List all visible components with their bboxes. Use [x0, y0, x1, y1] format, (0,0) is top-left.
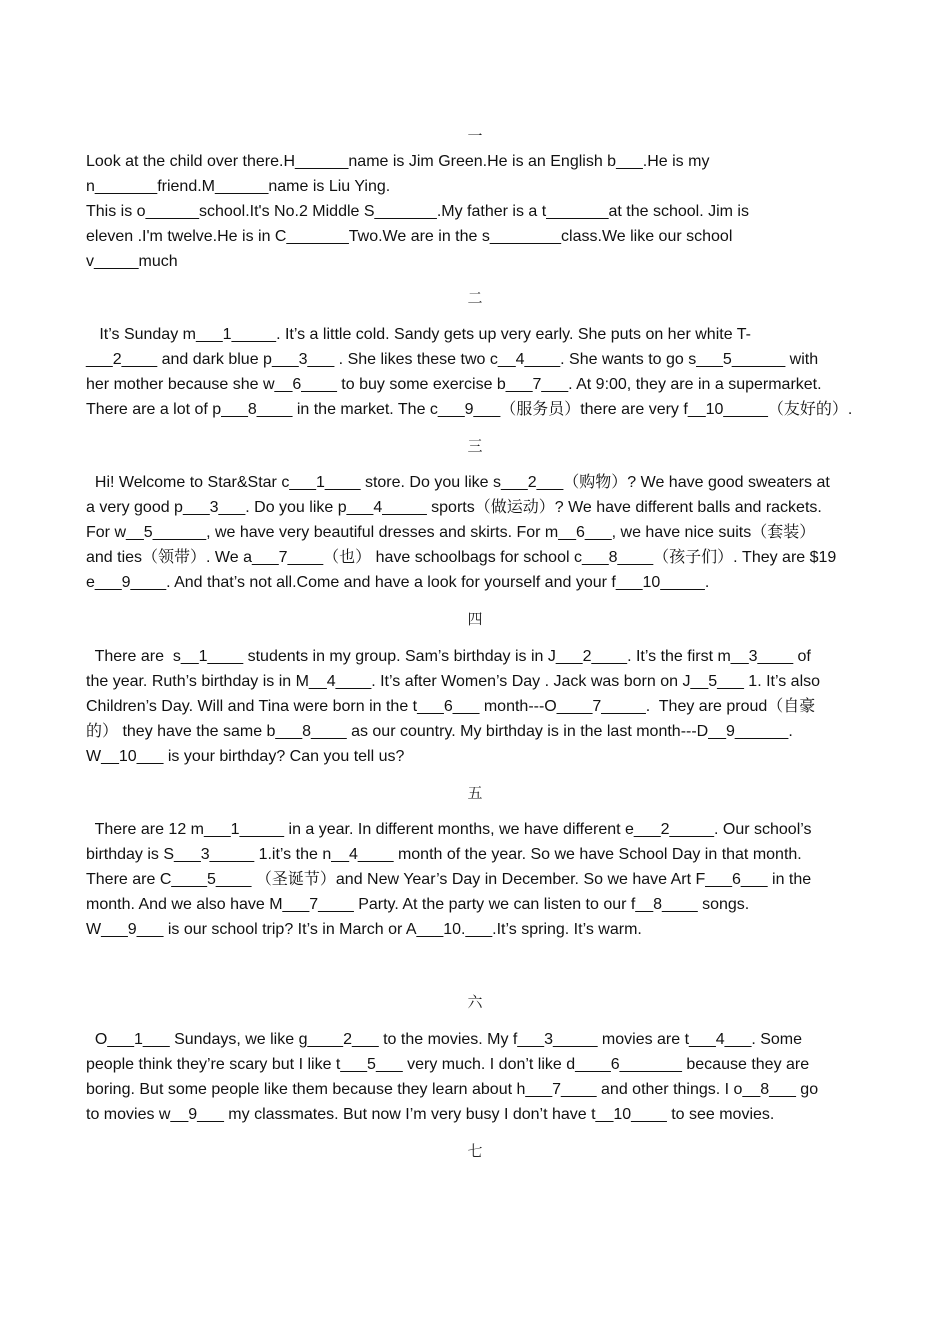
section-5-heading: 五	[467, 784, 483, 802]
section-4-line-3: Children’s Day. Will and Tina were born in the t___6___ month---O____7_____. They are proud（自豪	[86, 698, 816, 715]
section-5-line-5: W___9___ is our school trip? It’s in March or A___10.___.It’s spring. It’s warm.	[86, 921, 642, 938]
section-3-line-1: Hi! Welcome to Star&Star c___1____ store. Do you like s___2___（购物）? We have good sweaters at	[86, 474, 830, 491]
section-4-line-1: There are s__1____ students in my group. Sam’s birthday is in J___2____. It’s the first m__3____ of	[86, 648, 811, 665]
section-3-line-4: and ties（领带）. We a___7____（也） have schoolbags for school c___8____（孩子们）. They are $19	[86, 549, 837, 566]
section-2-line-1: It’s Sunday m___1_____. It’s a little cold. Sandy gets up very early. She puts on her white T-	[86, 326, 751, 343]
section-1-line-3: This is o______school.It's No.2 Middle S_______.My father is a t_______at the school. Jim is	[86, 203, 749, 220]
section-6-line-4: to movies w__9___ my classmates. But now I’m very busy I don’t have t__10____ to see movies.	[86, 1106, 775, 1123]
section-1-line-2: n_______friend.M______name is Liu Ying.	[86, 178, 391, 195]
section-1-line-1: Look at the child over there.H______name is Jim Green.He is an English b___.He is my	[86, 153, 710, 170]
section-7-heading: 七	[467, 1142, 483, 1160]
section-2-heading: 二	[467, 289, 483, 307]
section-2-line-3: her mother because she w__6____ to buy some exercise b___7___. At 9:00, they are in a supermarket.	[86, 376, 822, 393]
section-3-heading: 三	[467, 437, 483, 455]
section-1-line-4: eleven .I'm twelve.He is in C_______Two.We are in the s________class.We like our school	[86, 228, 733, 245]
section-5-line-3: There are C____5____ （圣诞节）and New Year’s Day in December. So we have Art F___6___ in the	[86, 871, 812, 888]
section-4-line-5: W__10___ is your birthday? Can you tell us?	[86, 748, 405, 765]
section-2-line-4: There are a lot of p___8____ in the market. The c___9___（服务员）there are very f__10_____（友好的）.	[86, 401, 853, 418]
section-5-line-1: There are 12 m___1_____ in a year. In different months, we have different e___2_____. Our school’s	[86, 821, 812, 838]
section-2-line-2: ___2____ and dark blue p___3___ . She likes these two c__4____. She wants to go s___5______ with	[86, 351, 819, 368]
section-4-line-4: 的） they have the same b___8____ as our country. My birthday is in the last month---D__9______.	[86, 723, 793, 740]
section-6-heading: 六	[467, 993, 483, 1011]
section-4-heading: 四	[467, 610, 483, 628]
section-1-line-5: v_____much	[86, 253, 178, 270]
section-6-line-3: boring. But some people like them because they learn about h___7____ and other things. I o__8___ go	[86, 1081, 819, 1098]
section-4-line-2: the year. Ruth’s birthday is in M__4____. It’s after Women’s Day . Jack was born on J__5___ 1. It’s also	[86, 673, 821, 690]
section-3-line-2: a very good p___3___. Do you like p___4_____ sports（做运动）? We have different balls and rackets.	[86, 499, 822, 516]
section-5-line-2: birthday is S___3_____ 1.it’s the n__4____ month of the year. So we have School Day in that month.	[86, 846, 802, 863]
section-6-line-1: O___1___ Sundays, we like g____2___ to the movies. My f___3_____ movies are t___4___. Some	[86, 1031, 803, 1048]
section-5-line-4: month. And we also have M___7____ Party. At the party we can listen to our f__8____ songs.	[86, 896, 750, 913]
section-6-line-2: people think they’re scary but I like t___5___ very much. I don’t like d____6_______ because they are	[86, 1056, 810, 1073]
section-3-line-5: e___9____. And that’s not all.Come and have a look for yourself and your f___10_____.	[86, 574, 710, 591]
section-1-heading: 一	[467, 127, 483, 145]
section-3-line-3: For w__5______, we have very beautiful dresses and skirts. For m__6___, we have nice suits（套装）	[86, 524, 816, 541]
